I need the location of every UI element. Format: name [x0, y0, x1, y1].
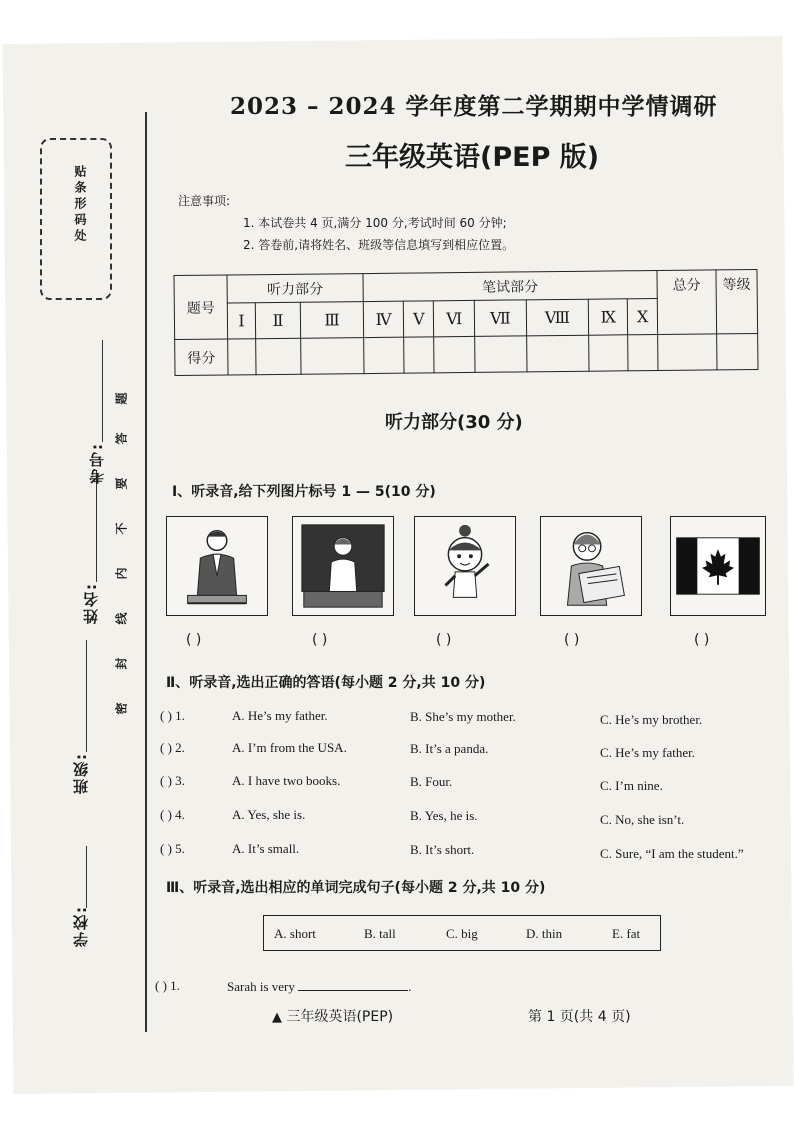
picture-grandma-reading: [540, 516, 642, 616]
footer-subject: 三年级英语(PEP): [286, 1009, 394, 1025]
score-cell[interactable]: [256, 338, 302, 374]
col-header: Ⅶ: [474, 300, 526, 337]
col-header: Ⅲ: [300, 302, 363, 339]
q3-heading: Ⅲ、听录音,选出相应的单词完成句子(每小题 2 分,共 10 分): [166, 880, 546, 896]
score-cell[interactable]: [228, 339, 256, 375]
answer-paren[interactable]: ( ): [436, 632, 452, 648]
score-cell[interactable]: [589, 335, 629, 371]
score-cell[interactable]: [404, 337, 434, 373]
answer-paren[interactable]: ( ): [694, 632, 710, 648]
score-cell[interactable]: [364, 337, 405, 373]
total-header: 总分: [657, 270, 717, 335]
class-field-line: [86, 640, 87, 752]
option-b: B. Yes, he is.: [410, 808, 478, 823]
name-field-line: [96, 470, 97, 582]
barcode-area: [40, 138, 112, 300]
option-b: B. Four.: [410, 774, 453, 789]
option-b: B. She’s my mother.: [410, 709, 516, 724]
seal-char: 封: [114, 657, 129, 670]
option-b: B. It’s a panda.: [410, 741, 489, 756]
option-a: A. Yes, she is.: [232, 807, 306, 822]
col-header: Ⅳ: [363, 301, 404, 337]
seal-char: 答: [114, 432, 129, 445]
word-option: A. short: [274, 926, 316, 941]
score-cell[interactable]: [475, 336, 527, 373]
notice-item: 2. 答卷前,请将姓名、班级等信息填写到相应位置。: [243, 238, 515, 252]
score-cell[interactable]: [526, 335, 589, 372]
col-header: Ⅵ: [434, 300, 475, 336]
picture-girl-waving: [414, 516, 516, 616]
answer-blank[interactable]: [298, 978, 408, 991]
option-c: C. Sure, “I am the student.”: [600, 846, 744, 861]
seal-char: 内: [114, 567, 129, 580]
option-c: C. I’m nine.: [600, 778, 663, 793]
school-label: 学校:: [72, 905, 90, 947]
col-header: Ⅴ: [404, 301, 434, 337]
row-label: 题号: [174, 275, 228, 340]
writing-header: 笔试部分: [363, 270, 657, 301]
exam-title: 2023 – 2024 学年度第二学期期中学情调研: [230, 93, 718, 120]
option-a: A. I have two books.: [232, 773, 341, 788]
seal-char: 线: [114, 612, 129, 625]
word-bank: [263, 915, 661, 951]
question-number[interactable]: ( ) 3.: [160, 773, 185, 788]
picture-teacher-at-blackboard: [292, 516, 394, 616]
name-label: 姓名:: [82, 582, 100, 624]
word-option: D. thin: [526, 926, 563, 941]
option-a: A. I’m from the USA.: [232, 740, 347, 755]
notice-item: 1. 本试卷共 4 页,满分 100 分,考试时间 60 分钟;: [243, 216, 507, 230]
q1-heading: Ⅰ、听录音,给下列图片标号 1 — 5(10 分): [172, 484, 436, 500]
option-c: C. He’s my father.: [600, 745, 695, 760]
answer-paren[interactable]: ( ): [186, 632, 202, 648]
option-c: C. He’s my brother.: [600, 712, 703, 727]
col-header: Ⅷ: [526, 299, 589, 336]
word-option: C. big: [446, 926, 478, 941]
score-cell[interactable]: [301, 338, 364, 375]
picture-canada-flag: [670, 516, 766, 616]
score-table: [173, 269, 758, 376]
answer-paren[interactable]: ( ): [312, 632, 328, 648]
sentence-end: .: [408, 979, 412, 994]
school-field-line: [86, 846, 87, 908]
score-cell[interactable]: [628, 334, 658, 370]
triangle-logo-icon: ▲: [272, 1010, 282, 1025]
grade-cell[interactable]: [717, 333, 758, 369]
listening-section-title: 听力部分(30 分): [385, 412, 523, 433]
col-header: Ⅹ: [628, 298, 658, 334]
footer-left: [272, 1006, 393, 1026]
word-option: B. tall: [364, 926, 396, 941]
sentence-text: Sarah is very: [227, 979, 295, 994]
score-cell[interactable]: [434, 336, 475, 372]
word-option: E. fat: [612, 926, 641, 941]
col-header: Ⅰ: [227, 303, 255, 339]
answer-paren[interactable]: ( ): [564, 632, 580, 648]
seal-char: 要: [114, 477, 129, 490]
seal-char: 题: [114, 392, 129, 405]
seal-char: 密: [114, 702, 129, 715]
q2-heading: Ⅱ、听录音,选出正确的答语(每小题 2 分,共 10 分): [166, 675, 486, 691]
option-b: B. It’s short.: [410, 842, 475, 857]
col-header: Ⅸ: [588, 299, 628, 335]
binding-line: [145, 112, 147, 1032]
question-number[interactable]: ( ) 1.: [155, 978, 180, 993]
seal-char: 不: [114, 522, 129, 535]
notice-heading: 注意事项:: [178, 194, 231, 208]
listening-header: 听力部分: [227, 274, 363, 303]
class-label: 班级:: [72, 752, 90, 794]
option-c: C. No, she isn’t.: [600, 812, 685, 827]
sentence-row: [227, 978, 411, 995]
grade-header: 等级: [716, 269, 758, 333]
question-number[interactable]: ( ) 4.: [160, 807, 185, 822]
question-number[interactable]: ( ) 1.: [160, 708, 185, 723]
question-number[interactable]: ( ) 2.: [160, 740, 185, 755]
total-cell[interactable]: [658, 334, 717, 371]
exam-no-label: 考号:: [88, 442, 106, 484]
exam-no-field-line: [102, 340, 103, 442]
footer-page-number: 第 1 页(共 4 页): [528, 1009, 631, 1025]
picture-man-at-desk: [166, 516, 268, 616]
question-number[interactable]: ( ) 5.: [160, 841, 185, 856]
option-a: A. He’s my father.: [232, 708, 328, 723]
score-label: 得分: [175, 339, 228, 376]
col-header: Ⅱ: [255, 302, 301, 338]
barcode-label: 贴条形码处: [73, 165, 87, 245]
option-a: A. It’s small.: [232, 841, 300, 856]
exam-subtitle: 三年级英语(PEP 版): [345, 142, 600, 173]
